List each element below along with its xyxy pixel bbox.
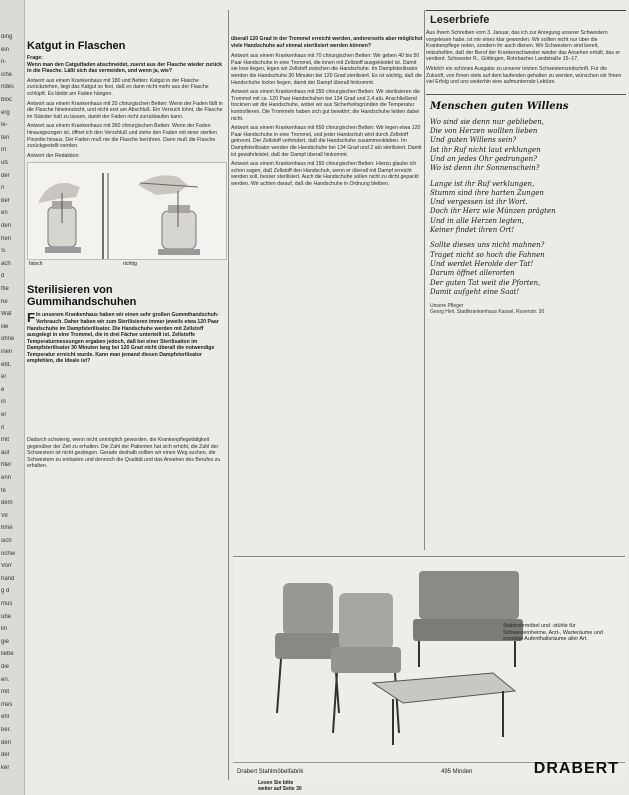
poem-line: Lange ist ihr Ruf verklungen, (430, 179, 535, 188)
lead-text: In unserem Krankenhaus haben wir einen sehr großen Gummihandschuh-Verbrauch. Daher haben wir zum Sterilisieren immer jeweils etwa 120 Paar Handschuhe im Dampfsterilisator. Die Handschuhe werden mit Zellstoff ausgelegt in eine Trommel, die in drei Fächer unterteilt ist. Zellstoffe Temperaturmessungen ergaben jedoch, daß bei einer Sterilisation im Dampfsterilisator 30 Minuten lang bei 120 Grad nicht überall die notwendige Temperatur erreicht wurde. Kann man jemand diesen Dampfsterilisator empfehlen, die Ideale ist? (27, 312, 219, 365)
poem-line: Sollte dieses uns nicht mahnen? (430, 241, 545, 250)
column2-answer-1: Antwort aus einem Krankenhaus mit 70 chirurgischen Betten: Wir geben 40 bis 50 Paar Handschuhe in eine Trommel, die innen mit Zellstoff ausgekleidet ist. Damit sie lose liegen, legen wir Zellstoff zwischen die Handschuhe. Im Dampfsterilisator werden die Handschuhe 30 Minuten bei 120 Grad sterilisiert. Es ist wichtig, daß die Handschuhe locker liegen, damit der Dampf überall hinkommt. (231, 53, 422, 86)
gutter-text-fragment: it (1, 424, 4, 431)
gutter-text-fragment: in (1, 399, 6, 406)
gutter-text-fragment: enn (1, 475, 12, 481)
caption-right: richtig (123, 261, 137, 268)
gutter-text-fragment: bloc (1, 97, 13, 103)
gutter-text-fragment: hand (1, 575, 15, 582)
gutter-text-fragment: inen (1, 349, 13, 355)
column-left (27, 8, 225, 473)
gutter-text-fragment: le- (1, 122, 8, 129)
column2-answer-4: Antwort aus einem Krankenhaus mit 150 chirurgischen Betten: Hierzu glaube ich schon sagen, daß Zellstoff den Handschuh, wenn er überall mit Dampf erreicht werden soll, besser sterilisiert. Auch die Handschuhe sollen nicht zu dicht gepackt werden. Wir achten darauf, daß die Handschuhe in Ordnung bleiben. (231, 161, 419, 187)
poem-line: Und guten Willens sein? (430, 136, 517, 145)
gutter-text-fragment: n- (1, 59, 7, 66)
gutter-text-fragment: ber. (1, 727, 12, 733)
poem-author: Unsere Pfleger Georg Heil, Stadtkrankenhaus Kassel, Rosenstr. 30 (430, 303, 545, 316)
gutter-text-fragment: ding (1, 34, 13, 40)
letter-1: Aus Ihrem Schreiben vom 3. Januar, das ich zur Anregung unserer Schwestern vorgelesen habe, ist mir eines klar geworden: Wir sollten nicht nur über die Krankenpflege reden, sondern ihr auch dienen. Wir Schwestern sind bereit, mitzuhelfen, daß der Beruf der Krankenschwester wieder das Ansehen erhält, das er verdient. Schwester R., Göttingen, Rohrbacher Landstraße 15–17. (426, 30, 621, 63)
poem-line: Und an jedes Ohr gedrungen? (430, 154, 537, 163)
poem-line: Ist ihr Ruf nicht laut erklungen (430, 145, 541, 154)
gutter-text-fragment: uß (1, 160, 9, 166)
gutter-text-fragment: sich (1, 538, 12, 544)
letter-2: Wirklich ein schönes Ausgabe zu unserer letzten Schwesternzeitschrift. Für die Zukunft, von Ihnen stets auf dem laufenden gehalten zu werden, wünschen wir Ihnen viel Erfolg und uns weiterhin eine aufmunternde Lektüre. (426, 65, 622, 86)
article2-body: Dadurch schwierig, wenn nicht unmöglich geworden, die Krankenpflegetätigkeit gegenüber der Zeit zu erhalten. Die Zahl der Patienten hat sich erhöht, die Zahl der Schwestern ist nicht gestiegen. Gerade deshalb sollten wir einen Weg suchen, die Schwestern zu entlasten und dennoch die Qualität und das Ansehen des Berufes zu erhalten. (27, 437, 221, 470)
gutter-text-fragment: ohne (1, 336, 15, 343)
gutter-text-fragment: ker (1, 764, 10, 771)
brand-logo: DRABERT (533, 760, 619, 777)
poem-line: Darum öffnet allerorten (430, 269, 515, 278)
gutter-text-fragment: ube (1, 613, 12, 620)
answer-2: Antwort aus einem Krankenhaus mit 20 chirurgischen Betten: Wenn der Faden fällt in die Flasche hineinrutscht, und nicht erst am Abschluß. Ein Versuch lohnt, die Flasche im Ständer halt zu lassen, damit der Faden nicht zurücklaufen kann. (27, 100, 223, 120)
gutter-text-fragment: er (1, 374, 7, 381)
gutter-text-fragment: gie (1, 638, 10, 645)
poem-stanza-2 (426, 180, 626, 236)
poem-line: Der guten Tat weit die Pforten, (430, 278, 541, 287)
column2-answer-2: Antwort aus einem Krankenhaus mit 250 chirurgischen Betten: Wir sterilisieren die Trommel mit ca. 120 Paar Handschuhen bei 134 Grad und 2,4 atü. Anschließend trocknen wir die Handschuhe, wobei wir aus Sicherheitsgründen die Temperatur kontrollieren. Die Trommeln haben sich gut bewährt; die Handschuhe leiden dabei nicht. (231, 89, 420, 122)
poem-line: Traget nicht so hoch die Fahnen (430, 250, 545, 259)
column-middle (231, 8, 423, 190)
gutter-text-fragment: der (1, 172, 10, 179)
poem-line: Die von Herzen wollten lieben (430, 127, 538, 136)
column2-intro: überall 120 Grad in der Trommel erreicht werden, andererseits aber möglichst viele Handschuhe auf einmal sterilisiert werden können? (231, 36, 423, 49)
column-divider (424, 10, 425, 550)
gutter-text-fragment: Vorr (1, 563, 13, 570)
gutter-text-fragment: ehr (1, 714, 10, 721)
poem-line: Wo sind sie denn nur geblieben, (430, 117, 544, 126)
gutter-text-fragment: liebe (1, 651, 14, 658)
article-lead-katgut: Frage: Wenn man den Catgutfaden abschneidet, zuerst aus der Flasche wieder zurück in die Flasche. Läßt sich das vermeiden, und wenn ja, wie? (27, 55, 223, 75)
gutter-text-fragment: hter (1, 462, 12, 469)
poem-line: Keiner findet ihren Ort! (430, 226, 515, 235)
gutter-text-fragment: ein (1, 46, 10, 53)
gutter-text-fragment: hme (1, 525, 13, 532)
ad-description: Stahlrohrmöbel und -stühle für Schwesternheime, Arzt-, Warteräume und sonstige Aufenthaltsräume aller Art. (503, 623, 603, 643)
gutter-text-fragment: S. (1, 248, 7, 255)
poem-title: Menschen guten Willens (430, 100, 569, 112)
poem-line: Doch ihr Herz wie Münzen prägten (430, 207, 556, 216)
photo-captions (27, 260, 225, 268)
article-headline-handschuhe: Sterilisieren von Gummihandschuhen (27, 284, 137, 309)
ad-footer (233, 762, 625, 779)
gutter-text-fragment: g d (1, 588, 10, 595)
gutter-text-fragment: ilie (1, 323, 9, 330)
gutter-text-fragment: en. (1, 676, 10, 683)
gutter-text-fragment: den (1, 223, 12, 229)
katgut-bottle-photo (27, 162, 227, 260)
poem-line: Und vergessen ist ihr Wort. (430, 198, 528, 207)
gutter-text-fragment: e (1, 386, 5, 393)
column2-answer-3: Antwort aus einem Krankenhaus mit 650 chirurgischen Betten: Wir legen etwa 120 Paar Handschuhe in eine Trommel, und jeder Handschuh wird durch Zellstoff getrennt. Der Zellstoff verhindert, daß die Handschuhe zusammenkleben. Im Dampfsterilisator werden die Handschuhe bei 134 Grad und 2 atü sterilisiert. Damit ist gewährleistet, daß der Dampf überall hinkommt. (231, 125, 422, 158)
gutter-text-fragment: ber (1, 197, 10, 204)
poem-stanza-1 (426, 118, 626, 174)
poem-line: Und in alle Herzen legten, (430, 216, 524, 225)
gutter-text-fragment: d (1, 273, 5, 280)
gutter-text-fragment: hen (1, 235, 12, 242)
answer-editor: Antwort der Redaktion: (27, 152, 80, 159)
gutter-text-fragment: n (1, 185, 5, 192)
gutter-text-fragment: der (1, 752, 10, 759)
caption-false: falsch (29, 261, 43, 268)
drabert-advertisement (233, 556, 625, 779)
gutter-text-fragment: auf (1, 449, 10, 456)
leserbriefe-title: Leserbriefe (430, 14, 490, 26)
gutter-text-fragment: iche (1, 71, 13, 78)
article-headline-katgut: Katgut in Flaschen (27, 40, 126, 52)
gutter-text-fragment: he (1, 298, 8, 305)
gutter-text-fragment: mes (1, 701, 13, 708)
gutter-text-fragment: Vir (1, 512, 9, 519)
gutter-text-fragment: fe (1, 487, 7, 494)
gutter-text-fragment: Wat (1, 311, 12, 318)
poem-line: Stumm sind ihre harten Zungen (430, 188, 544, 197)
poem-line: Wo ist denn ihr Sonnenschein? (430, 164, 540, 173)
poem-line: Damit aufgeht eine Saat! (430, 287, 520, 296)
gutter-text-fragment: den (1, 739, 12, 746)
gutter-text-fragment: ach (1, 260, 11, 267)
gutter-text-fragment: en (1, 210, 8, 217)
answer-1: Antwort aus einem Krankenhaus mit 180 und Betten: Katgut in der Flasche zurückziehen, liegt das Katgut so fest, daß es dann nicht mehr aus der Flasche schlüpft. Es bleibt am Faden hängen. (27, 77, 209, 97)
continued-note: Lesen Sie bitte weiter auf Seite 30 (258, 780, 302, 792)
furniture-illustration (253, 563, 523, 763)
gutter-text-fragment: dem (1, 500, 13, 507)
left-page-edge (0, 0, 25, 795)
leserbriefe-rule (426, 10, 626, 11)
gutter-text-fragment: ebt, (1, 361, 12, 368)
gutter-text-fragment: ffie (1, 286, 9, 292)
gutter-text-fragment: rn (1, 147, 7, 154)
gutter-text-fragment: ochw (1, 550, 16, 557)
gutter-text-fragment: er (1, 412, 7, 418)
gutter-text-fragment: ten (1, 134, 10, 141)
column-divider (228, 10, 229, 780)
gutter-text-fragment: lin (1, 626, 8, 633)
poem-stanza-3 (426, 241, 626, 297)
poem-line: Und werdet Herolde der Tat! (430, 259, 534, 268)
poem-box (426, 94, 626, 315)
bottle-illustration (28, 163, 226, 259)
gutter-text-fragment: mit (1, 437, 9, 444)
gutter-text-fragment: die (1, 664, 10, 670)
answer-3: Antwort aus einem Krankenhaus mit 360 chirurgischen Betten: Wenn der Faden hinausgezogen ist, öffnet ich den Verschluß und ziehe den Faden mit einer sterilen Pinzette hinaus. Der Faden muß nie die Flasche berühren. Dann muß die Flasche zurückgestellt werden. (27, 123, 217, 150)
gutter-text-fragment: mit (1, 689, 9, 696)
drop-cap: F (27, 310, 35, 326)
article-lead-handschuhe (27, 312, 225, 365)
gutter-text-fragment: mus (1, 601, 13, 607)
brand-city: 495 Minden (441, 769, 473, 775)
column-right (426, 8, 626, 315)
gutter-text-fragment: erg (1, 109, 10, 116)
brand-company: Drabert Stahlmöbelfabrik (237, 769, 304, 775)
gutter-text-fragment: ndes (1, 84, 15, 91)
